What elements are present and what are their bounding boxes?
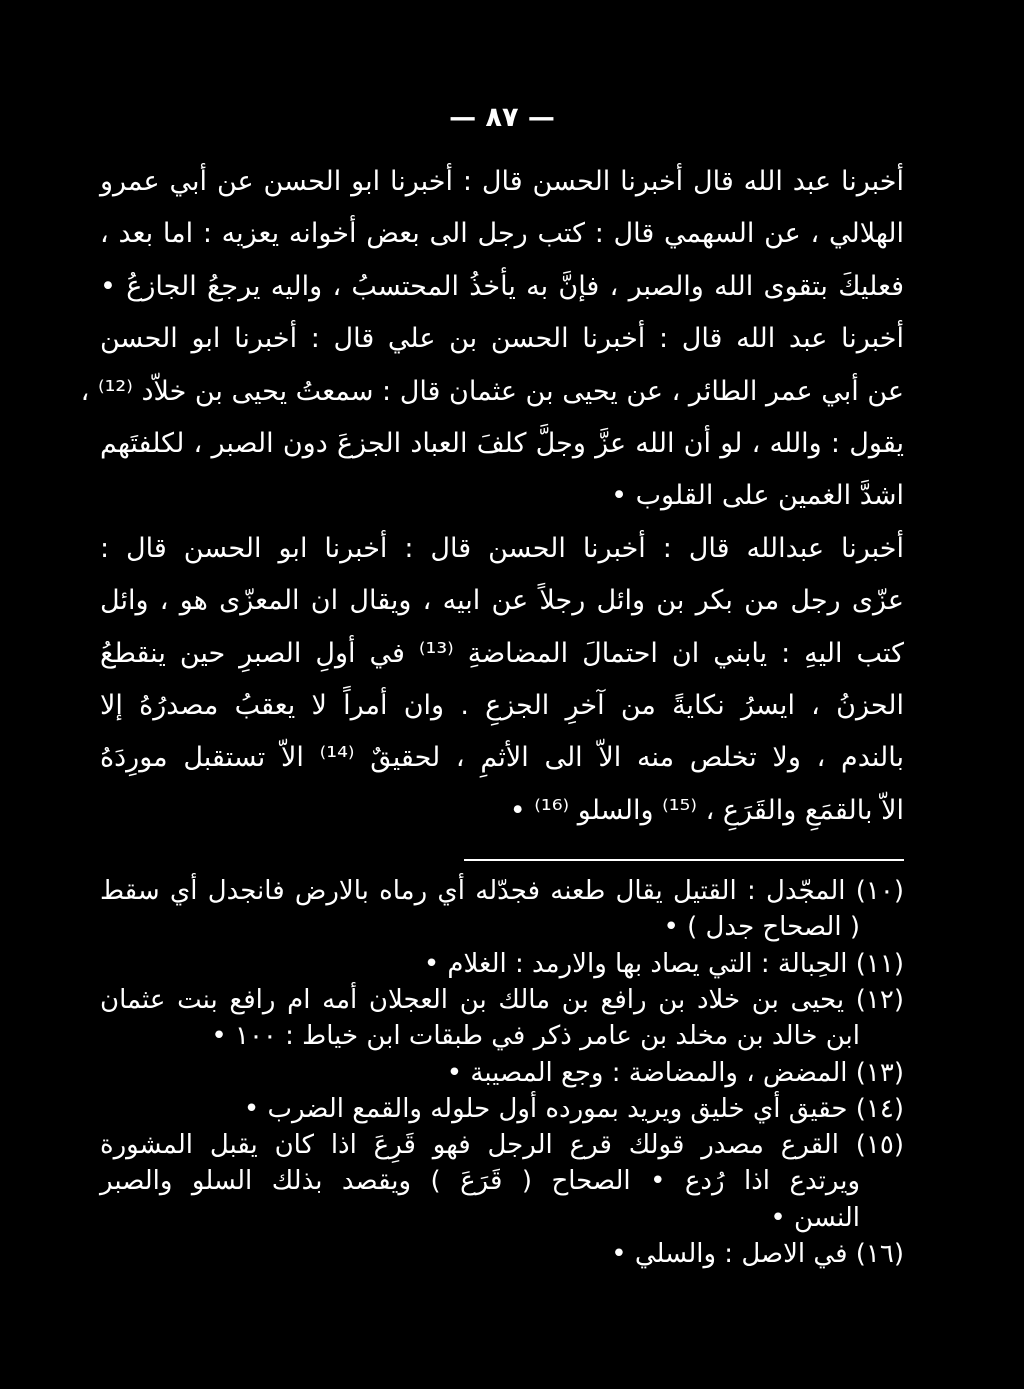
text-line: الحزنُ ، ايسرُ نكايةً من آخرِ الجزعِ . وان أمراً لا يعقبُ مصدرُهُ إلا	[100, 689, 904, 721]
footnote-line: النسن •	[770, 1202, 860, 1233]
page-number: — ٨٧ —	[449, 102, 555, 133]
text-line: بالندم ، ولا تخلص منه الاّ الى الأثمِ ، لحقيقٌ ⁽¹⁴⁾ الاّ تستقبل مورِدَهُ	[100, 742, 904, 774]
footnote-line: ( الصحاح جدل ) •	[663, 912, 860, 943]
text-line: الاّ بالقمَعِ والقَرَعِ ، ⁽¹⁵⁾ والسلو ⁽¹⁶⁾ •	[509, 794, 904, 826]
footnote-line: ويرتدع اذا رُدع • الصحاح ( قَرَعَ ) ويقصد بذلك السلو والصبر	[100, 1166, 860, 1197]
footnote-line: (١٦) في الاصل : والسلي •	[611, 1239, 904, 1270]
footnote-divider	[464, 859, 904, 861]
footnote-line: (١١) الحِبالة : التي يصاد بها والارمد : الغلام •	[423, 948, 904, 979]
text-line: فعليكَ بتقوى الله والصبر ، فإنَّ به يأخذُ المحتسبُ ، واليه يرجعُ الجازعُ •	[100, 270, 904, 302]
main-text	[80, 156, 904, 837]
text-line: أخبرنا عبدالله قال : أخبرنا الحسن قال : أخبرنا ابو الحسن قال :	[100, 532, 904, 564]
footnote-line: (١٠) المجّدل : القتيل يقال طعنه فجدّله أي رماه بالارض فانجدل أي سقط	[100, 876, 904, 907]
text-line: عن أبي عمر الطائر ، عن يحيى بن عثمان قال : سمعتُ يحيى بن خلاّد ⁽¹²⁾ ،	[80, 375, 904, 407]
text-line: عزّى رجل من بكر بن وائل رجلاً عن ابيه ، ويقال ان المعزّى هو ، وائل	[100, 585, 904, 617]
text-line: كتب اليهِ : يابني ان احتمالَ المضاضةِ ⁽¹³⁾ في أولِ الصبرِ حين ينقطعُ	[100, 637, 904, 669]
footnote-line: ابن خالد بن مخلد بن عامر ذكر في طبقات ابن خياط : ١٠٠ •	[211, 1021, 860, 1052]
text-line: الهلالي ، عن السهمي قال : كتب رجل الى بعض أخوانه يعزيه : اما بعد ،	[100, 218, 904, 250]
text-line: أخبرنا عبد الله قال : أخبرنا الحسن بن علي قال : أخبرنا ابو الحسن	[100, 323, 904, 355]
footnote-line: (١٥) القرع مصدر قولك قرع الرجل فهو قَرِعَ اذا كان يقبل المشورة	[100, 1130, 904, 1161]
footnote-line: (١٣) المضض ، والمضاضة : وجع المصيبة •	[446, 1057, 904, 1088]
text-line: أخبرنا عبد الله قال أخبرنا الحسن قال : أخبرنا ابو الحسن عن أبي عمرو	[100, 166, 904, 197]
text-line: يقول : والله ، لو أن الله عزَّ وجلَّ كلفَ العباد الجزعَ دون الصبر ، لكلفتَهم	[100, 427, 904, 459]
text-line: اشدَّ الغمين على القلوب •	[611, 480, 904, 512]
footnote-line: (١٤) حقيق أي خليق ويريد بمورده أول حلوله والقمع الضرب •	[243, 1093, 904, 1124]
footnote-line: (١٢) يحيى بن خلاد بن رافع بن مالك بن العجلان أمه ام رافع بنت عثمان	[100, 984, 904, 1015]
footnotes	[100, 873, 904, 1272]
